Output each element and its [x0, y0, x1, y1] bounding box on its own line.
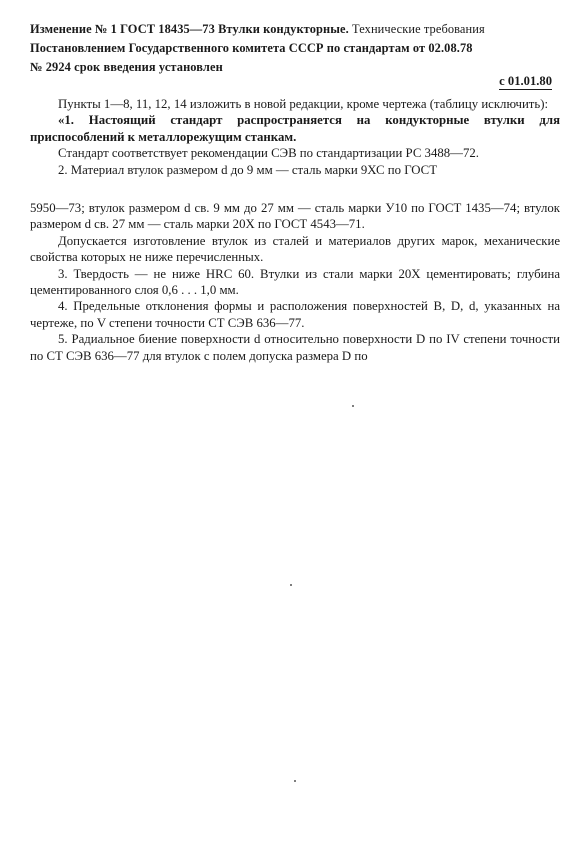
- paragraph-intro: Пункты 1—8, 11, 12, 14 изложить в новой редакции, кроме чертежа (таблицу исключить):: [58, 97, 549, 111]
- scan-speck: [294, 780, 296, 782]
- effective-date: с 01.01.80: [499, 74, 552, 88]
- paragraph-item-2: 2. Материал втулок размером d до 9 мм — сталь марки 9ХС по ГОСТ: [58, 162, 438, 177]
- header-line-1: [30, 20, 560, 39]
- paragraph-item-1: «1. Настоящий стандарт распространяется на кондукторные втулки для приспособлений к металлорежущим станкам.: [30, 113, 560, 144]
- document-header: [30, 20, 560, 77]
- paragraph-sev: Стандарт соответствует рекомендации СЭВ по стандартизации РС 3488—72.: [58, 146, 479, 161]
- header-title-tail: Технические требования: [348, 22, 485, 36]
- document-body: [30, 96, 560, 364]
- paragraph-item-3: 3. Твердость — не ниже HRC 60. Втулки из стали марки 20Х цементировать; глубина цементированного слоя 0,6 . . . 1,0 мм.: [30, 266, 560, 298]
- header-line-2: Постановлением Государственного комитета СССР по стандартам от 02.08.78: [30, 41, 473, 55]
- paragraph-item-4: 4. Предельные отклонения формы и расположения поверхностей B, D, d, указанных на чертеже, по V степени точности СТ СЭВ 636—77.: [30, 299, 560, 330]
- scan-speck: [352, 405, 354, 407]
- paragraph-item-2-cont: 5950—73; втулок размером d св. 9 мм до 27 мм — сталь марки У10 по ГОСТ 1435—74; втулок размером d св. 27 мм — сталь марки 20Х по ГОСТ 4543—71.: [30, 201, 560, 232]
- scan-speck: [290, 584, 292, 586]
- header-line-3: № 2924 срок введения установлен: [30, 60, 223, 74]
- paragraph-item-5: 5. Радиальное биение поверхности d относительно поверхности D по IV степени точности по СТ СЭВ 636—77 для втулок с полем допуска размера D по: [30, 332, 560, 363]
- paragraph-allowed: Допускается изготовление втулок из сталей и материалов других марок, механические свойства которых не ниже перечисленных.: [30, 233, 560, 265]
- header-title: Изменение № 1 ГОСТ 18435—73 Втулки кондукторные.: [30, 22, 349, 36]
